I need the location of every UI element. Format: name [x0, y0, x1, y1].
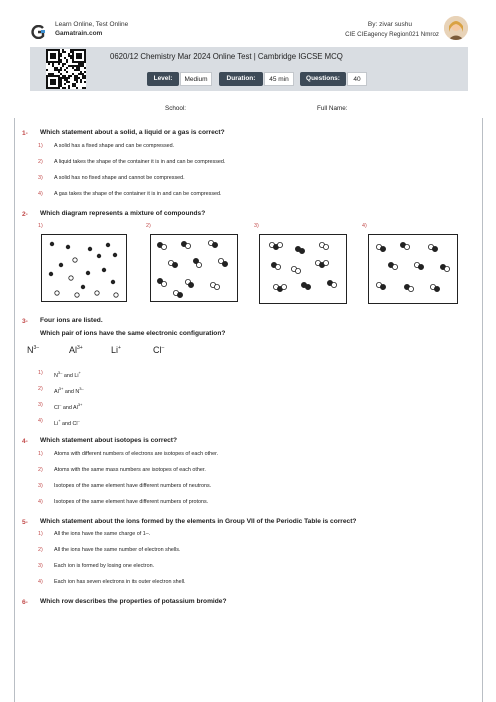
option-number[interactable]: 4)	[38, 191, 43, 197]
option-text[interactable]: Each ion is formed by losing one electron.	[54, 563, 155, 569]
option-text[interactable]: Atoms with different numbers of electrons are isotopes of each other.	[54, 451, 219, 457]
option-number[interactable]: 2)	[38, 159, 43, 165]
question-text-2: Which pair of ions have the same electronic configuration?	[40, 330, 226, 337]
ion-n	[27, 345, 39, 355]
ion-charge: 3–	[33, 345, 40, 351]
questions-value: 40	[347, 72, 367, 86]
option-text[interactable]: Cl– and $Al^{3+}$	[54, 402, 83, 411]
question-text: Four ions are listed.	[40, 317, 103, 324]
ion-symbol: Al	[69, 345, 78, 355]
option-number[interactable]: 1)	[38, 370, 43, 376]
option-number[interactable]: 4)	[38, 499, 43, 505]
level-value: Medium	[180, 72, 212, 86]
duration-label: Duration:	[219, 72, 263, 86]
option-text[interactable]: All the ions have the same charge of 1–.	[54, 531, 151, 537]
option-text[interactable]: A solid has a fixed shape and can be compressed.	[54, 143, 175, 149]
ion-li	[111, 345, 121, 355]
question-number: 4-	[22, 438, 28, 445]
option-text[interactable]: Atoms with the same mass numbers are isotopes of each other.	[54, 467, 206, 473]
option-text[interactable]: Isotopes of the same element have different numbers of neutrons.	[54, 483, 212, 489]
option-text[interactable]: Each ion has seven electrons in its outer electron shell.	[54, 579, 186, 585]
qr-code-icon[interactable]	[46, 49, 86, 89]
author-name: By: zivar sushu	[367, 21, 412, 28]
page-title: 0620/12 Chemistry Mar 2024 Online Test | Cambridge IGCSE MCQ	[110, 52, 343, 61]
question-text: Which row describes the properties of potassium bromide?	[40, 598, 227, 605]
option-number[interactable]: 1)	[38, 143, 43, 149]
ion-charge: –	[161, 345, 165, 351]
option-number[interactable]: 3)	[38, 563, 43, 569]
option-number[interactable]: 2)	[38, 386, 43, 392]
option-number[interactable]: 1)	[38, 531, 43, 537]
brand-site[interactable]: Gamatrain.com	[55, 30, 103, 37]
diagram-label[interactable]: 1)	[38, 223, 43, 229]
page-border-left	[14, 118, 15, 702]
ion-charge: +	[118, 345, 121, 351]
option-number[interactable]: 4)	[38, 418, 43, 424]
level-label: Level:	[147, 72, 179, 86]
option-number[interactable]: 4)	[38, 579, 43, 585]
diagram-label[interactable]: 2)	[146, 223, 151, 229]
school-field-label[interactable]: School:	[165, 105, 187, 112]
diagram-2[interactable]	[150, 234, 238, 302]
option-text[interactable]: $Al^{3+}$ and $N^{3-}$	[54, 386, 84, 395]
option-text[interactable]: A gas takes the shape of the container it is in and can be compressed.	[54, 191, 222, 197]
option-text[interactable]: All the ions have the same number of electron shells.	[54, 547, 181, 553]
option-number[interactable]: 2)	[38, 547, 43, 553]
option-text[interactable]: A liquid takes the shape of the container it is in and can be compressed.	[54, 159, 226, 165]
brand-tagline: Learn Online, Test Online	[55, 21, 129, 28]
option-text[interactable]: Isotopes of the same element have different numbers of protons.	[54, 499, 209, 505]
option-number[interactable]: 2)	[38, 467, 43, 473]
question-number: 6-	[22, 599, 28, 606]
author-group: CIE CIEagency Region021 Nmroz	[345, 31, 439, 38]
option-number[interactable]: 3)	[38, 402, 43, 408]
ion-cl	[153, 345, 164, 355]
avatar	[444, 16, 468, 40]
option-text[interactable]: Li+ and Cl–	[54, 418, 80, 427]
question-text: Which statement about a solid, a liquid or a gas is correct?	[40, 129, 225, 136]
question-number: 3-	[22, 318, 28, 325]
ion-charge: 3+	[77, 345, 83, 351]
question-text: Which statement about isotopes is correct?	[40, 437, 178, 444]
diagram-label[interactable]: 4)	[362, 223, 367, 229]
questions-label: Questions:	[300, 72, 346, 86]
question-text: Which statement about the ions formed by the elements in Group VII of the Periodic Table is correct?	[40, 518, 357, 525]
option-text[interactable]: A solid has no fixed shape and cannot be compressed.	[54, 175, 185, 181]
diagram-3[interactable]	[259, 234, 347, 304]
diagram-4[interactable]	[368, 234, 458, 304]
ion-symbol: Li	[111, 345, 119, 355]
ion-al	[69, 345, 83, 355]
question-number: 2-	[22, 211, 28, 218]
ion-symbol: Cl	[153, 345, 162, 355]
fullname-field-label[interactable]: Full Name:	[317, 105, 348, 112]
option-number[interactable]: 3)	[38, 175, 43, 181]
question-number: 1-	[22, 130, 28, 137]
page-border-right	[482, 118, 483, 702]
question-number: 5-	[22, 519, 28, 526]
option-number[interactable]: 1)	[38, 451, 43, 457]
ion-symbol: N	[27, 345, 34, 355]
option-number[interactable]: 3)	[38, 483, 43, 489]
option-text[interactable]: $N^{3-}$ and Li+	[54, 370, 81, 379]
diagram-label[interactable]: 3)	[254, 223, 259, 229]
duration-value: 45 min	[264, 72, 294, 86]
diagram-1[interactable]	[41, 234, 127, 302]
question-text: Which diagram represents a mixture of compounds?	[40, 210, 206, 217]
gamatrain-logo-icon	[30, 25, 46, 39]
